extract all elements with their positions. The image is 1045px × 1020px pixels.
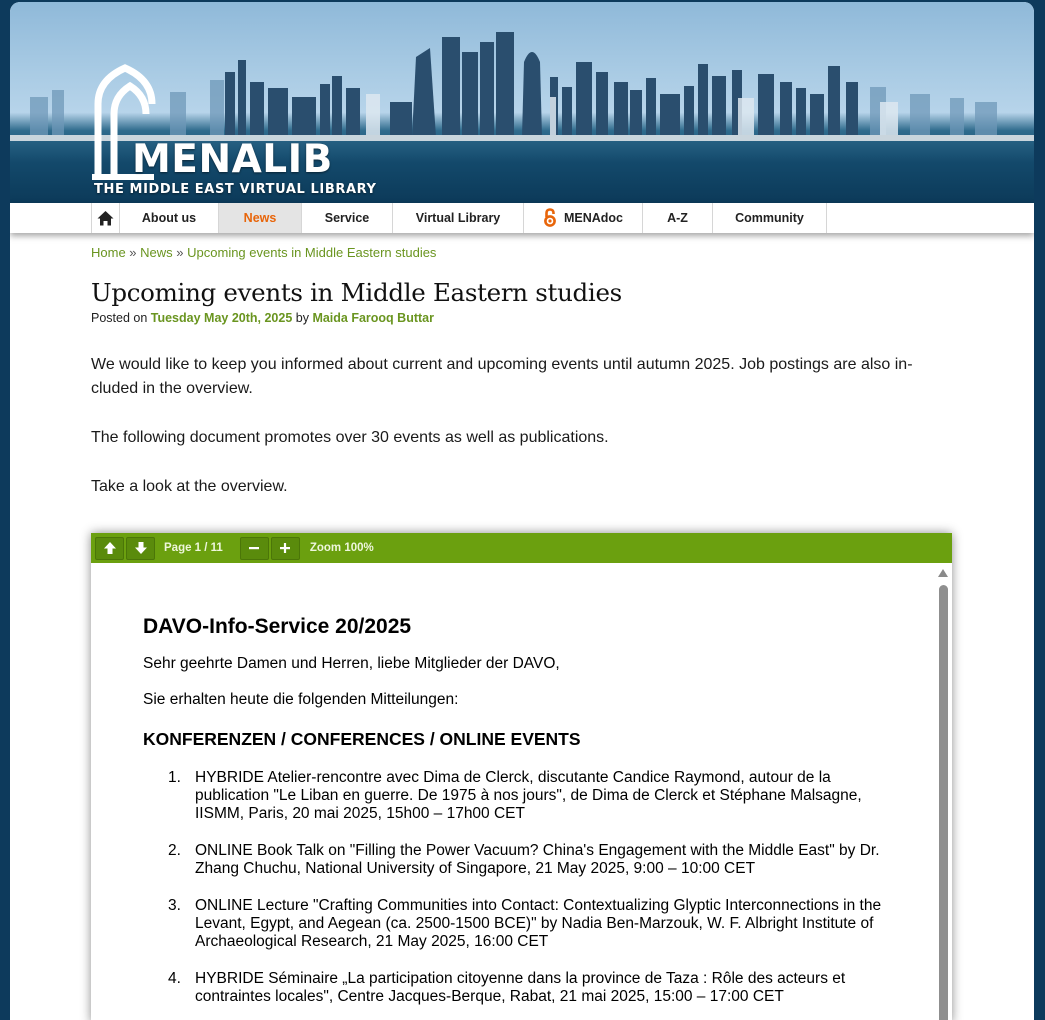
logo-tagline: THE MIDDLE EAST VIRTUAL LIBRARY	[94, 182, 377, 197]
document-section-heading: KONFERENZEN / CONFERENCES / ONLINE EVENTS	[143, 729, 581, 749]
breadcrumb-news[interactable]: News	[140, 245, 173, 260]
page	[10, 2, 1034, 1020]
article-paragraph: We would like to keep you informed about current and upcoming events until autumn 2025. Job postings are also in-cluded in the overview.	[91, 356, 913, 397]
author-link[interactable]: Maida Farooq Buttar	[312, 311, 434, 325]
list-item-text: ONLINE Lecture "Crafting Communities into Contact: Contextualizing Glyptic Interconnections in the Levant, Egypt, and Aegean (ca. 2500-1500 BCE)" by Nadia Ben-Marzouk, W. F. Albright Institute of Archaeological Research, 21 May 2025, 16:00 CET	[195, 897, 882, 950]
arrow-up-icon	[103, 541, 117, 555]
breadcrumb-separator: »	[172, 245, 188, 260]
plus-icon	[279, 542, 291, 554]
nav-a-z[interactable]: A-Z	[642, 203, 712, 233]
arrow-down-icon	[134, 541, 148, 555]
events-list	[143, 769, 899, 1006]
page-title: Upcoming events in Middle Eastern studies	[91, 278, 622, 307]
document-title: DAVO-Info-Service 20/2025	[143, 615, 412, 638]
menalib-logo[interactable]	[92, 62, 377, 202]
document-intro: Sie erhalten heute die folgenden Mitteilungen:	[143, 691, 459, 708]
list-item	[143, 769, 899, 823]
nav-service[interactable]: Service	[301, 203, 392, 233]
page-indicator: Page 1 / 11	[164, 542, 223, 554]
nav-news[interactable]: News	[218, 203, 301, 233]
open-access-icon	[543, 208, 557, 228]
header-banner	[10, 2, 1034, 203]
pdf-page	[91, 563, 952, 1020]
minus-icon	[248, 542, 260, 554]
nav-menadoc-label: MENAdoc	[563, 211, 624, 225]
home-icon	[97, 210, 114, 226]
zoom-out-button[interactable]	[240, 537, 269, 560]
nav-about-us[interactable]: About us	[119, 203, 218, 233]
posted-on-label: Posted on	[91, 311, 151, 325]
main-nav	[10, 203, 1034, 233]
scrollbar-thumb[interactable]	[939, 585, 948, 1020]
zoom-indicator: Zoom 100%	[309, 542, 374, 554]
main-content	[91, 235, 953, 524]
nav-virtual-library[interactable]: Virtual Library	[392, 203, 523, 233]
breadcrumb-current[interactable]: Upcoming events in Middle Eastern studies	[187, 245, 437, 260]
nav-home[interactable]	[91, 203, 119, 233]
list-item-text: HYBRIDE Atelier-rencontre avec Dima de Clerck, discutante Candice Raymond, autour de la publication "Le Liban en guerre. De 1975 à nos jours", de Dima de Clerck et Stéphane Malsagne, IISMM, Paris, 20 mai 2025, 15h00 – 17h00 CET	[195, 769, 862, 822]
list-item	[143, 970, 899, 1006]
nav-community[interactable]: Community	[712, 203, 827, 233]
list-item	[143, 842, 899, 878]
list-item-number: 4.	[168, 970, 181, 987]
list-item-text: HYBRIDE Séminaire „La participation citoyenne dans la province de Taza : Rôle des acteurs et contraintes locales", Centre Jacques-Berque, Rabat, 21 mai 2025, 15:00 – 17:00 CET	[195, 970, 846, 1005]
zoom-in-button[interactable]	[271, 537, 300, 560]
scroll-up-arrow[interactable]	[938, 569, 948, 577]
document-greeting: Sehr geehrte Damen und Herren, liebe Mitglieder der DAVO,	[143, 655, 560, 672]
breadcrumb	[91, 245, 953, 260]
article-paragraph: Take a look at the overview.	[91, 478, 288, 495]
by-label: by	[292, 311, 313, 325]
article-body	[91, 353, 953, 499]
post-date-link[interactable]: Tuesday May 20th, 2025	[150, 311, 293, 325]
pdf-viewer	[91, 533, 952, 1020]
breadcrumb-separator: »	[125, 245, 141, 260]
breadcrumb-home[interactable]: Home	[91, 245, 126, 260]
list-item-text: ONLINE Book Talk on "Filling the Power Vacuum? China's Engagement with the Middle East" by Dr. Zhang Chuchu, National University of Singapore, 21 May 2025, 9:00 – 10:00 CET	[195, 842, 880, 877]
article-paragraph: The following document promotes over 30 events as well as publications.	[91, 429, 609, 446]
prev-page-button[interactable]	[95, 537, 124, 560]
list-item	[143, 897, 899, 951]
list-item-number: 3.	[168, 897, 181, 914]
next-page-button[interactable]	[126, 537, 155, 560]
viewer-toolbar	[91, 533, 952, 563]
list-item-number: 1.	[168, 769, 181, 786]
list-item-number: 2.	[168, 842, 181, 859]
logo-name: MENALIB	[132, 137, 333, 182]
nav-menadoc[interactable]	[523, 203, 642, 233]
post-meta	[91, 311, 953, 325]
